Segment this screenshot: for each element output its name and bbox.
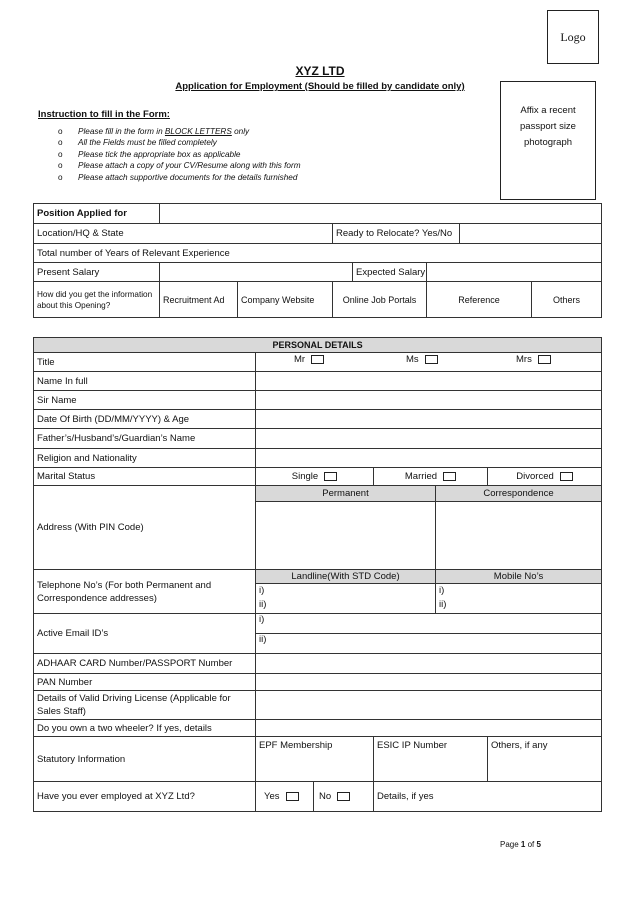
instruction-item	[58, 160, 301, 171]
location-label: Location/HQ & State	[37, 228, 124, 239]
option-label: No	[319, 791, 332, 802]
address-label: Address (With PIN Code)	[34, 486, 256, 570]
mobile-field[interactable]	[436, 584, 602, 614]
employed-label: Have you ever employed at XYZ Ltd?	[34, 782, 256, 812]
source-company-website[interactable]: Company Website	[238, 282, 333, 318]
instruction-item	[58, 126, 301, 137]
option-label: Yes	[264, 791, 280, 802]
title-options	[256, 353, 602, 372]
marital-status-label: Marital Status	[34, 468, 256, 486]
present-salary-label: Present Salary	[34, 263, 160, 282]
item-ii-label: ii)	[439, 599, 447, 610]
company-logo: Logo	[547, 10, 599, 64]
position-table	[33, 203, 602, 318]
bullet-icon: o	[58, 172, 63, 182]
surname-field[interactable]	[256, 391, 602, 410]
license-field[interactable]	[256, 691, 602, 720]
present-salary-field[interactable]	[160, 263, 353, 282]
epf-label: EPF Membership	[259, 740, 333, 751]
photo-text-line: passport size	[520, 121, 576, 132]
checkbox-icon[interactable]	[443, 472, 456, 481]
source-online-job-portals[interactable]: Online Job Portals	[333, 282, 427, 318]
instruction-item	[58, 137, 301, 148]
expected-salary-label: Expected Salary	[353, 263, 427, 282]
name-field[interactable]	[256, 372, 602, 391]
option-label: Mrs	[516, 354, 532, 365]
dob-label: Date Of Birth (DD/MM/YYYY) & Age	[34, 410, 256, 429]
checkbox-icon[interactable]	[311, 355, 324, 364]
item-ii-label: ii)	[259, 634, 267, 645]
details-label: Details, if yes	[377, 791, 434, 802]
instruction-text: Please attach a copy of your CV/Resume along with this form	[78, 161, 301, 171]
two-wheeler-field[interactable]	[256, 720, 602, 737]
address-correspondence-field[interactable]	[436, 502, 602, 570]
epf-field[interactable]	[256, 737, 374, 782]
source-recruitment-ad[interactable]: Recruitment Ad	[160, 282, 238, 318]
form-subtitle: Application for Employment (Should be filled by candidate only)	[175, 81, 465, 92]
employed-no-option[interactable]	[314, 782, 374, 812]
employed-details-field[interactable]	[374, 782, 602, 812]
item-ii-label: ii)	[259, 599, 267, 610]
name-label: Name In full	[34, 372, 256, 391]
company-name: XYZ LTD	[295, 64, 345, 78]
instruction-item	[58, 149, 301, 160]
address-permanent-header: Permanent	[256, 486, 436, 502]
bullet-icon: o	[58, 138, 63, 148]
total-pages: 5	[536, 840, 541, 849]
title-ms-option[interactable]	[406, 354, 438, 365]
address-correspondence-header: Correspondence	[436, 486, 602, 502]
personal-details-header: PERSONAL DETAILS	[34, 338, 602, 353]
dob-field[interactable]	[256, 410, 602, 429]
source-others[interactable]: Others	[532, 282, 602, 318]
option-label: Ms	[406, 354, 419, 365]
pan-field[interactable]	[256, 674, 602, 691]
item-i-label: i)	[259, 585, 265, 596]
page-number	[500, 840, 541, 849]
bullet-icon: o	[58, 127, 63, 136]
position-applied-label: Position Applied for	[34, 204, 160, 224]
option-label: Mr	[294, 354, 306, 365]
checkbox-icon[interactable]	[286, 792, 299, 801]
instruction-text: Please attach supportive documents for the details furnished	[78, 172, 298, 182]
email-field-2[interactable]	[256, 634, 602, 654]
employed-yes-option[interactable]	[256, 782, 314, 812]
experience-label: Total number of Years of Relevant Experience	[37, 247, 230, 259]
photo-text-line: photograph	[523, 137, 573, 148]
email-label: Active Email ID’s	[34, 614, 256, 654]
email-field-1[interactable]	[256, 614, 602, 634]
option-label: Married	[404, 471, 438, 482]
current-page: 1	[520, 840, 526, 849]
address-permanent-field[interactable]	[256, 502, 436, 570]
page-word: Page	[500, 840, 519, 849]
photo-placeholder	[500, 81, 596, 200]
instruction-text: Please fill in the form in	[78, 127, 165, 136]
guardian-label: Father’s/Husband’s/Guardian’s Name	[34, 429, 256, 449]
statutory-label: Statutory Information	[34, 737, 256, 782]
landline-header: Landline(With STD Code)	[256, 570, 436, 584]
title-label: Title	[34, 353, 256, 372]
two-wheeler-label: Do you own a two wheeler? If yes, details	[34, 720, 256, 737]
aadhaar-label: ADHAAR CARD Number/PASSPORT Number	[34, 654, 256, 674]
instruction-text: All the Fields must be filled completely	[78, 138, 217, 148]
source-question: How did you get the information about this Opening?	[34, 282, 160, 318]
bullet-icon: o	[58, 161, 63, 171]
license-label: Details of Valid Driving License (Applicable for Sales Staff)	[34, 691, 256, 720]
pan-label: PAN Number	[34, 674, 256, 691]
source-reference[interactable]: Reference	[427, 282, 532, 318]
checkbox-icon[interactable]	[324, 472, 337, 481]
mobile-header: Mobile No’s	[436, 570, 602, 584]
of-word: of	[527, 840, 535, 849]
instruction-text: only	[231, 127, 250, 136]
marital-divorced-option[interactable]	[488, 468, 602, 486]
checkbox-icon[interactable]	[538, 355, 551, 364]
relocate-answer[interactable]	[460, 224, 602, 244]
instructions-title: Instruction to fill in the Form:	[38, 109, 170, 120]
religion-label: Religion and Nationality	[34, 449, 256, 468]
landline-field[interactable]	[256, 584, 436, 614]
photo-text-line: Affix a recent	[520, 105, 576, 116]
expected-salary-field[interactable]	[427, 263, 602, 282]
checkbox-icon[interactable]	[425, 355, 438, 364]
option-label: Divorced	[516, 471, 554, 482]
marital-single-option[interactable]	[256, 468, 374, 486]
instruction-text: Please tick the appropriate box as applicable	[78, 149, 241, 159]
others-label: Others, if any	[491, 740, 548, 751]
religion-field[interactable]	[256, 449, 602, 468]
esic-label: ESIC IP Number	[377, 740, 448, 751]
telephone-label: Telephone No’s (For both Permanent and Correspondence addresses)	[34, 570, 256, 614]
surname-label: Sir Name	[34, 391, 256, 410]
relocate-label: Ready to Relocate? Yes/No	[336, 228, 453, 239]
title-mr-option[interactable]	[294, 354, 324, 365]
option-label: Single	[291, 471, 319, 482]
bullet-icon: o	[58, 149, 63, 159]
item-i-label: i)	[259, 614, 265, 625]
relocate-field[interactable]	[333, 224, 460, 244]
experience-field[interactable]	[34, 244, 602, 263]
others-field[interactable]	[488, 737, 602, 782]
instruction-item	[58, 172, 301, 183]
location-field[interactable]	[34, 224, 333, 244]
marital-married-option[interactable]	[374, 468, 488, 486]
item-i-label: i)	[439, 585, 445, 596]
checkbox-icon[interactable]	[337, 792, 350, 801]
instruction-emphasis: BLOCK LETTERS	[164, 127, 232, 136]
esic-field[interactable]	[374, 737, 488, 782]
title-mrs-option[interactable]	[516, 354, 551, 365]
personal-details-table	[33, 337, 602, 812]
position-applied-field[interactable]	[160, 204, 602, 224]
instructions-list	[58, 126, 301, 183]
checkbox-icon[interactable]	[560, 472, 573, 481]
aadhaar-field[interactable]	[256, 654, 602, 674]
guardian-field[interactable]	[256, 429, 602, 449]
